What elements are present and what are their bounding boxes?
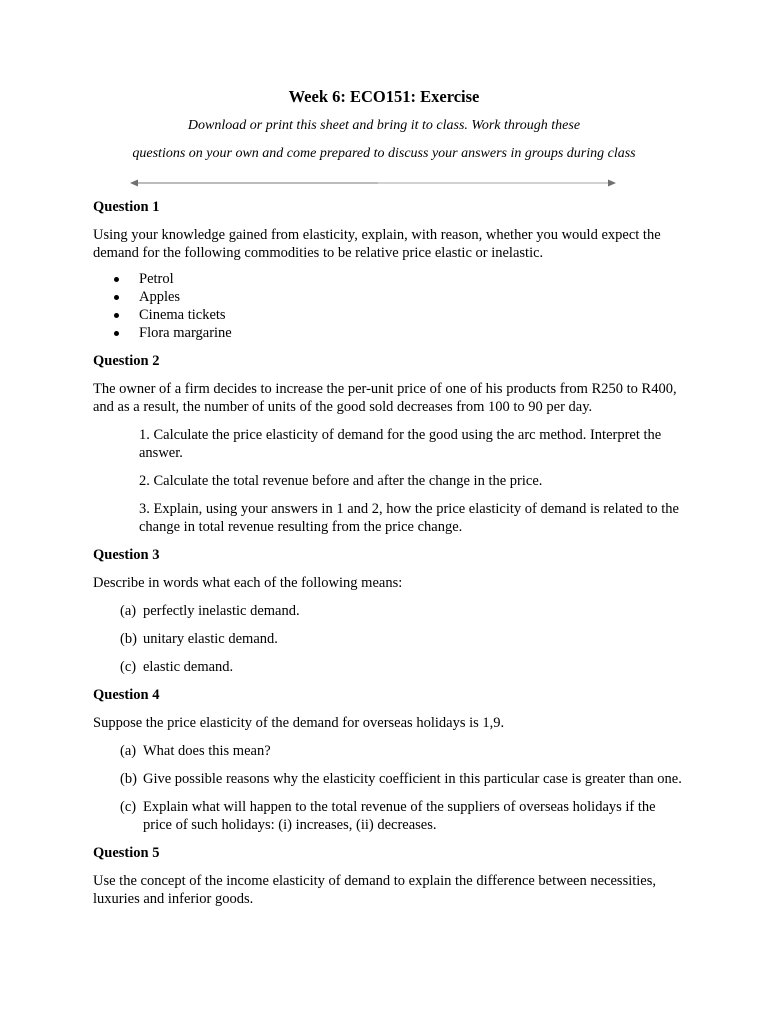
question-2-heading: Question 2 xyxy=(93,353,160,369)
bullet-icon xyxy=(114,313,119,318)
questions-content xyxy=(93,198,683,918)
question-4-item-c: (c) Explain what will happen to the total revenue of the suppliers of overseas holidays if the price of such holidays: (i) increases, (ii) decreases. xyxy=(120,799,656,833)
question-2-item-1: 1. Calculate the price elasticity of demand for the good using the arc method. Interpret the answer. xyxy=(139,427,662,461)
question-2-item-3: 3. Explain, using your answers in 1 and 2, how the price elasticity of demand is related to the change in total revenue resulting from the price change. xyxy=(139,501,679,535)
question-3-text: Describe in words what each of the following means: xyxy=(93,575,403,591)
question-3-item-c: (c) elastic demand. xyxy=(120,659,234,675)
item-marker: (a) xyxy=(120,603,137,619)
bullet-icon xyxy=(114,277,119,282)
item-marker: (c) xyxy=(120,659,137,675)
list-item: Petrol xyxy=(93,270,683,288)
question-3-heading: Question 3 xyxy=(93,547,160,563)
question-3-item-a: (a) perfectly inelastic demand. xyxy=(120,603,300,619)
commodity-list xyxy=(93,270,683,342)
question-2-item-2: 2. Calculate the total revenue before and after the change in the price. xyxy=(139,473,543,489)
double-arrow-divider xyxy=(128,176,618,190)
question-1-heading: Question 1 xyxy=(93,199,160,215)
page-title: Week 6: ECO151: Exercise xyxy=(288,87,480,106)
bullet-icon xyxy=(114,295,119,300)
item-marker: (b) xyxy=(120,631,137,647)
item-marker: (b) xyxy=(120,771,137,787)
item-marker: (c) xyxy=(120,799,137,815)
question-5-heading: Question 5 xyxy=(93,845,160,861)
question-4-item-b: (b) Give possible reasons why the elasticity coefficient in this particular case is greater than one. xyxy=(120,771,682,787)
question-5-text: Use the concept of the income elasticity of demand to explain the difference between necessities, luxuries and inferior goods. xyxy=(93,873,657,907)
question-1-text: Using your knowledge gained from elasticity, explain, with reason, whether you would expect the demand for the following commodities to be relative price elastic or inelastic. xyxy=(93,227,661,261)
question-2-text: The owner of a firm decides to increase the per-unit price of one of his products from R250 to R400, and as a result, the number of units of the good sold decreases from 100 to 90 per day. xyxy=(93,381,677,415)
list-item: Flora margarine xyxy=(93,324,683,342)
bullet-icon xyxy=(114,331,119,336)
list-item: Cinema tickets xyxy=(93,306,683,324)
intro-line-2: questions on your own and come prepared to discuss your answers in groups during class xyxy=(132,146,636,161)
question-3-item-b: (b) unitary elastic demand. xyxy=(120,631,278,647)
intro-line-1: Download or print this sheet and bring it to class. Work through these xyxy=(187,118,581,133)
question-4-heading: Question 4 xyxy=(93,687,160,703)
question-4-text: Suppose the price elasticity of the demand for overseas holidays is 1,9. xyxy=(93,715,505,731)
list-item: Apples xyxy=(93,288,683,306)
item-marker: (a) xyxy=(120,743,137,759)
question-4-item-a: (a) What does this mean? xyxy=(120,743,271,759)
